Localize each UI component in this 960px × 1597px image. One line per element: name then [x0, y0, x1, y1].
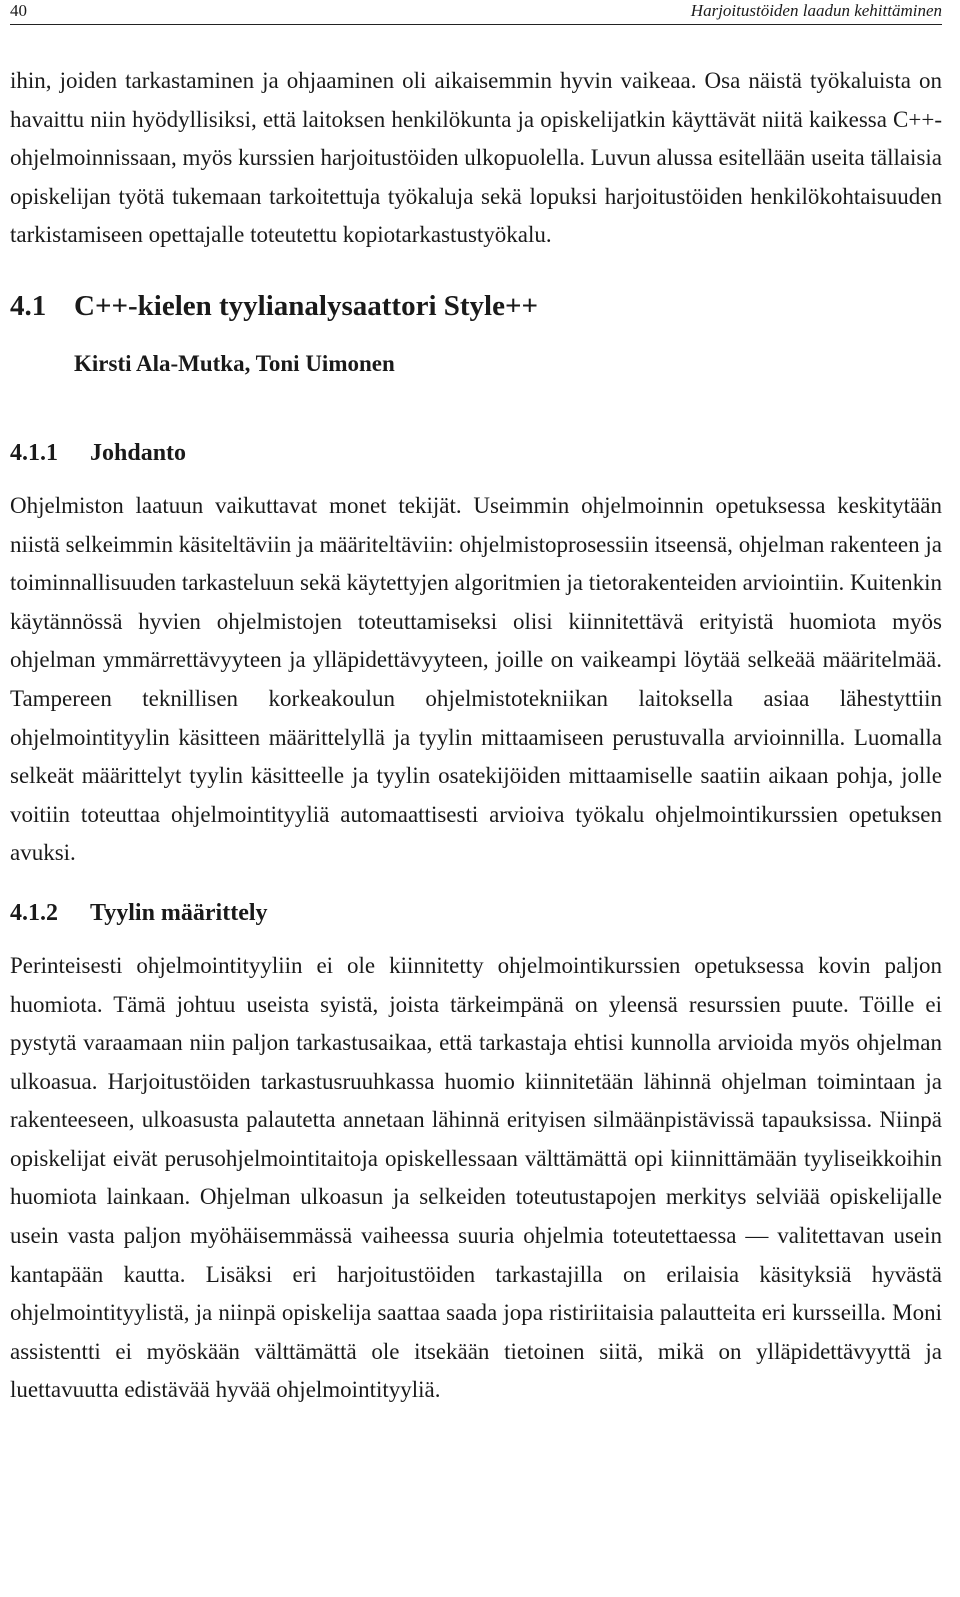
subsection-heading-tyylin-maarittely	[10, 897, 942, 929]
paragraph-tyylin-maarittely: Perinteisesti ohjelmointityyliin ei ole kiinnitetty ohjelmointikurssien opetuksessa kovin paljon huomiota. Tämä johtuu useista syistä, joista tärkeimpänä on yleensä resurssien puute. Töille ei pystytä varaamaan niin paljon tarkastusaikaa, että tarkastaja ehtisi kunnolla arvioida myös ohjelman ulkoasua. Harjoitustöiden tarkastusruuhkassa huomio kiinnitetään lähinnä ohjelman toimintaan ja rakenteeseen, ulkoasusta palautetta annetaan lähinnä erityisen silmäänpistävissä tapauksissa. Niinpä opiskelijat eivät perusohjelmointitaitoja opiskellessaan välttämättä opi kiinnittämään tyyliseikkoihin huomiota lainkaan. Ohjelman ulkoasun ja selkeiden toteutustapojen merkitys selviää opiskelijalle usein vasta paljon myöhäisemmässä vaiheessa suuria ohjelmia toteutettaessa — valitettavan usein kantapään kautta. Lisäksi eri harjoitustöiden tarkastajilla on erilaisia käsityksiä hyvästä ohjelmointityylistä, ja niinpä opiskelija saattaa saada jopa ristiriitaisia palautteita eri kursseilla. Moni assistentti ei myöskään välttämättä ole itsekään tietoinen siitä, mikä on ylläpidettävyyttä ja luettavuutta edistävää hyvää ohjelmointityyliä.	[10, 952, 942, 1403]
section-authors: Kirsti Ala-Mutka, Toni Uimonen	[74, 350, 395, 376]
paragraph-johdanto: Ohjelmiston laatuun vaikuttavat monet tekijät. Useimmin ohjelmoinnin opetuksessa keskitytään niistä selkeimmin käsiteltäviin ja määriteltäviin: ohjelmistoprosessiin itseensä, ohjelman rakenteen ja toiminnallisuuden tarkasteluun sekä käytettyjen algoritmien ja tietorakenteiden arviointiin. Kuitenkin käytännössä hyvien ohjelmistojen toteuttamiseksi olisi kiinnitettävä erityistä huomiota myös ohjelman ymmärrettävyyteen ja ylläpidettävyyteen, joille on vaikeampi löytää selkeää määritelmää. Tampereen teknillisen korkeakoulun ohjelmistotekniikan laitoksella asiaa lähestyttiin ohjelmointityylin käsitteen määrittelyllä ja tyylin mittaamiseen perustuvalla arvioinnilla. Luomalla selkeät määrittelyt tyylin käsitteelle ja tyylin osatekijöiden mittaamiselle saatiin aikaan pohja, jolle voitiin toteuttaa ohjelmointityyliä automaattisesti arvioiva työkalu ohjelmointikurssien opetuksen avuksi.	[10, 492, 942, 866]
subsection-title: Johdanto	[90, 439, 187, 466]
section-number: 4.1	[10, 289, 47, 322]
subsection-number: 4.1.1	[10, 439, 58, 466]
subsection-title: Tyylin määrittely	[90, 899, 268, 926]
intro-paragraph: ihin, joiden tarkastaminen ja ohjaaminen oli aikaisemmin hyvin vaikeaa. Osa näistä työkaluista on havaittu niin hyödyllisiksi, että laitoksen henkilökunta ja opiskelijatkin käyttävät niitä kaikessa C++-ohjelmoinnissaan, myös kurssien harjoitustöiden ulkopuolella. Luvun alussa esitellään useita tällaisia opiskelijan työtä tukemaan tarkoitettuja työkaluja sekä lopuksi harjoitustöiden henkilökohtaisuuden tarkistamiseen opettajalle toteutettu kopiotarkastustyökalu.	[10, 68, 942, 248]
page-number: 40	[10, 1, 27, 20]
running-title: Harjoitustöiden laadun kehittäminen	[690, 1, 942, 20]
running-header	[10, 0, 942, 25]
section-heading	[10, 288, 942, 324]
subsection-heading-johdanto	[10, 437, 942, 469]
section-title: C++-kielen tyylianalysaattori Style++	[74, 289, 539, 322]
page-body	[10, 62, 942, 1410]
subsection-number: 4.1.2	[10, 899, 58, 926]
